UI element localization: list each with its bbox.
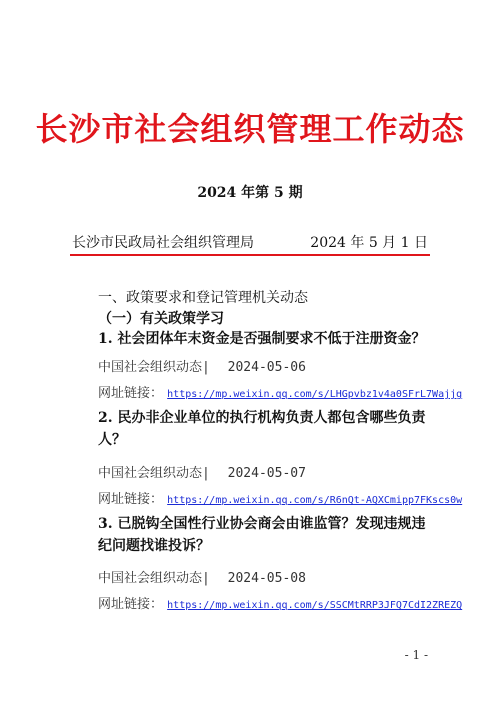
masthead-title: 长沙市社会组织管理工作动态 (35, 110, 465, 148)
item-source-date: 2024-05-07 (227, 466, 306, 481)
item-link-row (98, 382, 462, 401)
item-title: 3. 已脱钩全国性行业协会商会由谁监管？发现违规违纪问题找谁投诉？ (98, 516, 426, 554)
item-link[interactable]: https://mp.weixin.qq.com/s/R6nQt-AQXCmipp7FKscs0w (167, 495, 463, 506)
issue-date: 2024 年 5 月 1 日 (310, 235, 428, 251)
issue-number: 2024 年第 5 期 (197, 185, 303, 201)
subsection-heading: （一）有关政策学习 (98, 311, 224, 327)
item-link-label: 网址链接： (98, 597, 164, 612)
page-number: - 1 - (404, 648, 428, 662)
issuer-name: 长沙市民政局社会组织管理局 (72, 235, 254, 251)
red-divider-rule (70, 254, 430, 256)
item-source-date: 2024-05-08 (227, 571, 306, 586)
item-link-row (98, 488, 462, 507)
item-source-name: 中国社会组织动态| (98, 466, 210, 481)
item-link-label: 网址链接： (98, 386, 164, 401)
item-source-name: 中国社会组织动态| (98, 571, 210, 586)
item-link-row (98, 593, 462, 612)
item-title: 1. 社会团体年末资金是否强制要求不低于注册资金？ (98, 331, 426, 347)
item-source (98, 567, 306, 586)
item-source (98, 462, 306, 481)
item-source-name: 中国社会组织动态| (98, 360, 210, 375)
item-title: 2. 民办非企业单位的执行机构负责人都包含哪些负责人？ (98, 410, 426, 448)
item-link-label: 网址链接： (98, 492, 164, 507)
item-link[interactable]: https://mp.weixin.qq.com/s/SSCMtRRP3JFQ7CdI2ZREZQ (167, 600, 463, 611)
item-source-date: 2024-05-06 (227, 360, 306, 375)
item-link[interactable]: https://mp.weixin.qq.com/s/LHGpvbz1v4a0SFrL7Wajjg (167, 389, 463, 400)
item-source (98, 356, 306, 375)
section-heading: 一、政策要求和登记管理机关动态 (98, 290, 308, 306)
